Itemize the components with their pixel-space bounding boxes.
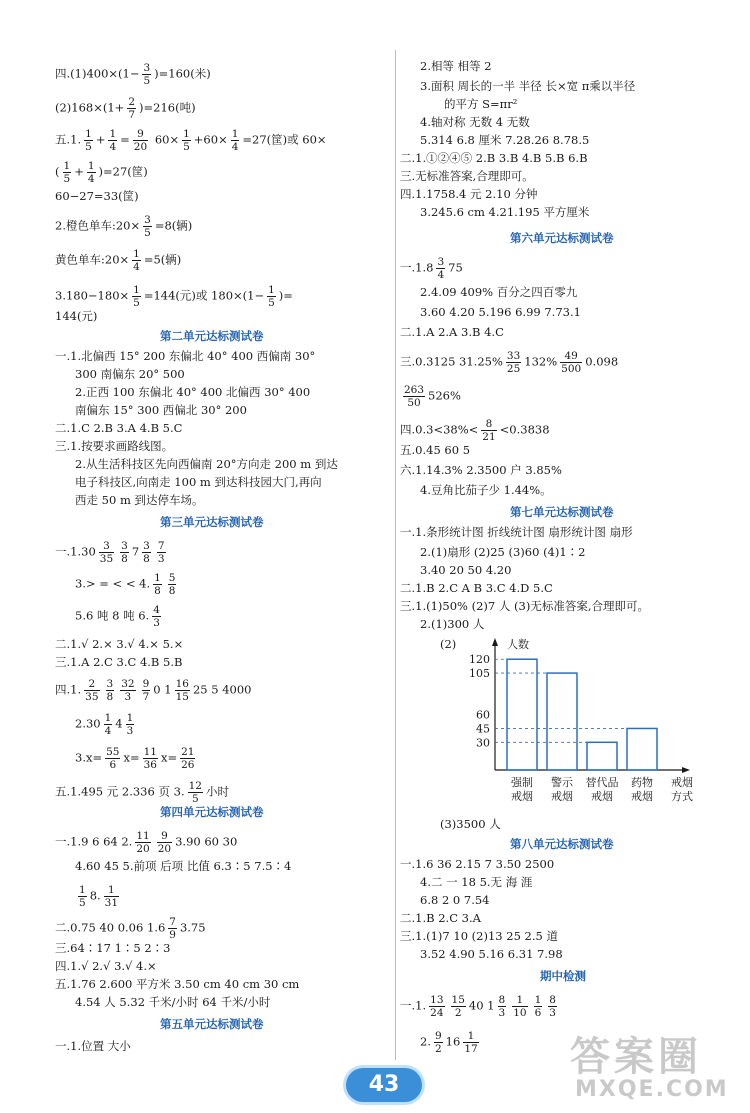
answer-line: 二.1.√ 2.× 3.√ 4.× 5.× <box>55 637 184 651</box>
answer-line: 60−27=33(筐) <box>55 189 139 203</box>
answer-line: 300 南偏东 20° 500 <box>75 367 185 381</box>
page-number: 43 <box>346 1068 422 1102</box>
answer-line: 三.1.A 2.C 3.C 4.B 5.B <box>55 655 183 669</box>
y-tick-label: 105 <box>469 667 490 681</box>
fraction: $\frac{1}{4}$ <box>87 160 95 185</box>
section-heading: 第二单元达标测试卷 <box>160 329 264 343</box>
answer-line: 三.64∶17 1∶5 2∶3 <box>55 941 171 955</box>
fraction: $\frac{49}{500}$ <box>561 350 582 375</box>
section-heading: 第八单元达标测试卷 <box>510 837 614 851</box>
x-axis-arrow <box>682 767 690 773</box>
fraction: $\frac{11}{36}$ <box>143 746 157 771</box>
x-tick-label: 戒烟 <box>671 776 693 789</box>
y-tick-label: 120 <box>469 653 490 667</box>
answer-line: 五.1. $\frac{1}{5}$ + $\frac{1}{4}$ = $\frac{9}{20}$ 60× $\frac{1}{5}$ +60× $\frac{1}{4}$ =27(筐)或 60× <box>55 128 327 153</box>
section-heading: 第三单元达标测试卷 <box>160 515 264 529</box>
fraction: $\frac{1}{5}$ <box>63 160 71 185</box>
fraction: $\frac{16}{15}$ <box>175 678 189 703</box>
answer-line: 二.1.①②④⑤ 2.B 3.B 4.B 5.B 6.B <box>400 151 588 165</box>
fraction: $\frac{1}{5}$ <box>268 284 275 309</box>
answer-line: 一.1.条形统计图 折线统计图 扇形统计图 扇形 <box>400 525 633 539</box>
fraction: $\frac{8}{21}$ <box>482 418 496 443</box>
fraction: $\frac{9}{2}$ <box>434 1030 442 1055</box>
fraction: $\frac{1}{5}$ <box>183 128 190 153</box>
fraction: $\frac{1}{17}$ <box>464 1030 478 1055</box>
answer-line: 144(元) <box>55 309 98 323</box>
x-tick-label: 方式 <box>671 790 693 803</box>
answer-line: 3.面积 周长的一半 半径 长×宽 π乘以半径 <box>420 79 636 93</box>
x-tick-label: 戒烟 <box>591 790 613 803</box>
fraction: $\frac{11}{20}$ <box>136 830 150 855</box>
fraction: $\frac{33}{25}$ <box>506 350 521 375</box>
answer-line: (3)3500 人 <box>440 817 501 831</box>
fraction: $\frac{15}{2}$ <box>451 994 465 1019</box>
answer-line: 4.轴对称 无数 4 无数 <box>420 115 530 129</box>
answer-line: 6.8 2 0 7.54 <box>420 893 490 907</box>
fraction: $\frac{2}{35}$ <box>85 678 99 703</box>
answer-line: 一.1.30 $\frac{3}{35}$ $\frac{3}{8}$ 7 $\frac{3}{8}$ $\frac{7}{3}$ <box>55 540 165 565</box>
section-heading: 期中检测 <box>540 969 586 983</box>
answer-line: 四.1.√ 2.√ 3.√ 4.× <box>55 959 157 973</box>
answer-line: 二.1.C 2.B 3.A 4.B 5.C <box>55 421 183 435</box>
fraction: $\frac{7}{9}$ <box>169 916 176 941</box>
bar <box>627 728 657 770</box>
fraction: $\frac{263}{50}$ <box>404 384 425 409</box>
fraction: $\frac{3}{8}$ <box>121 540 128 565</box>
smoking-cessation-bar-chart <box>440 635 700 810</box>
answer-line: 3.> = < < 4. $\frac{1}{8}$ $\frac{5}{8}$ <box>75 572 176 597</box>
answer-line: 4.54 人 5.32 千米/小时 64 千米/小时 <box>75 995 271 1009</box>
answer-line: 四.1. $\frac{2}{35}$ $\frac{3}{8}$ $\frac{32}{3}$ $\frac{9}{7}$ 0 1 $\frac{16}{15}$ 25 5 4000 <box>55 678 252 703</box>
fraction: $\frac{4}{3}$ <box>153 604 160 629</box>
fraction: $\frac{3}{8}$ <box>106 678 114 703</box>
answer-line: 5.314 6.8 厘米 7.28.26 8.78.5 <box>420 133 590 147</box>
fraction: $\frac{3}{5}$ <box>143 62 151 87</box>
fraction: $\frac{9}{20}$ <box>157 830 172 855</box>
x-tick-label: 药物 <box>631 776 653 789</box>
fraction: $\frac{1}{31}$ <box>104 884 119 909</box>
answer-line: 一.1. $\frac{13}{24}$ $\frac{15}{2}$ 40 1 $\frac{8}{3}$ $\frac{1}{10}$ $\frac{1}{6}$ $\frac{8}{3}$ <box>400 994 556 1019</box>
answer-line: 黄色单车:20× $\frac{1}{4}$ =5(辆) <box>55 248 182 273</box>
fraction: $\frac{13}{24}$ <box>430 994 444 1019</box>
answer-line: 3.52 4.90 5.16 6.31 7.98 <box>420 947 563 961</box>
answer-line: 2.橙色单车:20× $\frac{3}{5}$ =8(辆) <box>55 214 193 239</box>
answer-line: 五.1.495 元 2.336 页 3. $\frac{12}{5}$ 小时 <box>55 780 229 805</box>
answer-line: 二.0.75 40 0.06 1.6 $\frac{7}{9}$ 3.75 <box>55 916 206 941</box>
answer-line: 3.40 20 50 4.20 <box>420 563 512 577</box>
answer-line: 二.1.A 2.A 3.B 4.C <box>400 325 504 339</box>
x-tick-label: 戒烟 <box>631 790 653 803</box>
answer-line: 三.无标准答案,合理即可。 <box>400 169 534 183</box>
watermark-text: 答案圈 <box>570 1034 702 1080</box>
watermark <box>560 1025 740 1105</box>
answer-line: ( $\frac{1}{5}$ + $\frac{1}{4}$ )=27(筐) <box>55 160 148 185</box>
fraction: $\frac{1}{5}$ <box>79 884 86 909</box>
answer-line: 4.二 一 18 5.无 海 涯 <box>420 875 533 889</box>
answer-line: 2.正西 100 东偏北 40° 400 北偏西 30° 400 <box>75 385 311 399</box>
fraction: $\frac{1}{4}$ <box>231 128 239 153</box>
answer-line: 3.180−180× $\frac{1}{5}$ =144(元)或 180×(1− $\frac{1}{5}$ )= <box>55 284 293 309</box>
y-axis-arrow <box>492 638 498 646</box>
fraction: $\frac{1}{6}$ <box>534 994 542 1019</box>
answer-line: 电子科技区,向南走 100 m 到达科技园大门,再向 <box>75 475 322 489</box>
answer-line: (2)168×(1+ $\frac{2}{7}$ )=216(吨) <box>55 96 196 121</box>
answer-line: 一.1.位置 大小 <box>55 1039 131 1053</box>
fraction: $\frac{1}{5}$ <box>85 128 92 153</box>
x-tick-label: 警示 <box>551 776 573 789</box>
answer-line: 2.相等 相等 2 <box>420 59 492 73</box>
section-heading: 第六单元达标测试卷 <box>510 231 614 245</box>
answer-line: 2.30 $\frac{1}{4}$ 4 $\frac{1}{3}$ <box>75 712 134 737</box>
fraction: $\frac{1}{8}$ <box>154 572 161 597</box>
fraction: $\frac{8}{3}$ <box>498 994 506 1019</box>
answer-line: 3.x= $\frac{55}{6}$ x= $\frac{11}{36}$ x= $\frac{21}{26}$ <box>75 746 195 771</box>
answer-line: 二.1.B 2.C 3.A <box>400 911 481 925</box>
fraction: $\frac{1}{10}$ <box>513 994 527 1019</box>
fraction: $\frac{12}{5}$ <box>188 780 202 805</box>
answer-line: 四.0.3<38%< $\frac{8}{21}$ <0.3838 <box>400 418 550 443</box>
fraction: $\frac{21}{26}$ <box>181 746 195 771</box>
answer-line: $\frac{263}{50}$ 526% <box>404 384 461 409</box>
answer-line: 2.(1)扇形 (2)25 (3)60 (4)1∶2 <box>420 545 586 559</box>
fraction: $\frac{3}{4}$ <box>437 256 445 281</box>
fraction: $\frac{2}{7}$ <box>128 96 136 121</box>
answer-line: 4.60 45 5.前项 后项 比值 6.3∶5 7.5∶4 <box>75 859 292 873</box>
answer-line: 一.1.8 $\frac{3}{4}$ 75 <box>400 256 463 281</box>
answer-line: 六.1.14.3% 2.3500 户 3.85% <box>400 463 562 477</box>
answer-line: 5.6 吨 8 吨 6. $\frac{4}{3}$ <box>75 604 160 629</box>
answer-line: 2.4.09 409% 百分之四百零九 <box>420 285 578 299</box>
answer-line: 三.1.(1)7 10 (2)13 25 2.5 道 <box>400 929 558 943</box>
y-tick-label: 60 <box>476 708 490 722</box>
section-heading: 第五单元达标测试卷 <box>160 1017 264 1031</box>
bar <box>587 742 617 770</box>
x-tick-label: 戒烟 <box>551 790 573 803</box>
answer-line: 五.1.76 2.600 平方米 3.50 cm 40 cm 30 cm <box>55 977 300 991</box>
section-heading: 第七单元达标测试卷 <box>510 505 614 519</box>
answer-line: 三.1.按要求画路线图。 <box>55 439 174 453</box>
x-tick-label: 戒烟 <box>511 790 533 803</box>
answer-line: 四.(1)400×(1− $\frac{3}{5}$ )=160(米) <box>55 62 211 87</box>
answer-line: 南偏东 15° 300 西偏北 30° 200 <box>75 403 247 417</box>
fraction: $\frac{1}{3}$ <box>126 712 134 737</box>
section-heading: 第四单元达标测试卷 <box>160 805 264 819</box>
fraction: $\frac{1}{4}$ <box>104 712 112 737</box>
x-tick-label: 强制 <box>511 776 533 789</box>
answer-line: 三.1.(1)50% (2)7 人 (3)无标准答案,合理即可。 <box>400 599 649 613</box>
answer-line: 五.0.45 60 5 <box>400 443 471 457</box>
x-tick-label: 替代品 <box>585 776 619 789</box>
bar <box>507 659 537 770</box>
fraction: $\frac{3}{8}$ <box>143 540 150 565</box>
answer-line: 2.(1)300 人 <box>420 617 485 631</box>
fraction: $\frac{55}{6}$ <box>106 746 120 771</box>
fraction: $\frac{1}{4}$ <box>133 248 140 273</box>
fraction: $\frac{9}{7}$ <box>142 678 150 703</box>
answer-line: 3.60 4.20 5.196 6.99 7.73.1 <box>420 305 581 319</box>
y-tick-label: 45 <box>476 722 490 736</box>
watermark-url: MXQE.COM <box>575 1077 729 1102</box>
column-divider <box>395 50 396 1060</box>
bar <box>547 673 577 770</box>
answer-line: 一.1.6 36 2.15 7 3.50 2500 <box>400 857 555 871</box>
answer-line: 一.1.北偏西 15° 200 东偏北 40° 400 西偏南 30° <box>55 349 316 363</box>
answer-line: 一.1.9 6 64 2. $\frac{11}{20}$ $\frac{9}{20}$ 3.90 60 30 <box>55 830 238 855</box>
answer-line: $\frac{1}{5}$ 8. $\frac{1}{31}$ <box>79 884 119 909</box>
fraction: $\frac{8}{3}$ <box>549 994 556 1019</box>
fraction: $\frac{32}{3}$ <box>121 678 135 703</box>
fraction: $\frac{3}{5}$ <box>144 214 151 239</box>
fraction: $\frac{9}{20}$ <box>133 128 148 153</box>
answer-line: 二.1.B 2.C A B 3.C 4.D 5.C <box>400 581 553 595</box>
fraction: $\frac{5}{8}$ <box>168 572 176 597</box>
answer-line: 3.245.6 cm 4.21.195 平方厘米 <box>420 205 590 219</box>
fraction: $\frac{1}{4}$ <box>109 128 117 153</box>
fraction: $\frac{1}{5}$ <box>133 284 140 309</box>
answer-line: 四.1.1758.4 元 2.10 分钟 <box>400 187 538 201</box>
answer-line: 4.豆角比茄子少 1.44%。 <box>420 483 552 497</box>
answer-line: (2) <box>440 637 457 651</box>
y-axis-label: 人数 <box>507 638 529 651</box>
y-tick-label: 30 <box>476 736 490 750</box>
answer-line: 西走 50 m 到达停车场。 <box>75 493 204 507</box>
answer-line: 的平方 S=πr² <box>444 97 518 111</box>
answer-line: 三.0.3125 31.25% $\frac{33}{25}$ 132% $\frac{49}{500}$ 0.098 <box>400 350 619 375</box>
answer-line: 2.从生活科技区先向西偏南 20°方向走 200 m 到达 <box>75 457 338 471</box>
fraction: $\frac{7}{3}$ <box>157 540 165 565</box>
fraction: $\frac{3}{35}$ <box>99 540 114 565</box>
answer-line: 2. $\frac{9}{2}$ 16 $\frac{1}{17}$ <box>420 1030 478 1055</box>
